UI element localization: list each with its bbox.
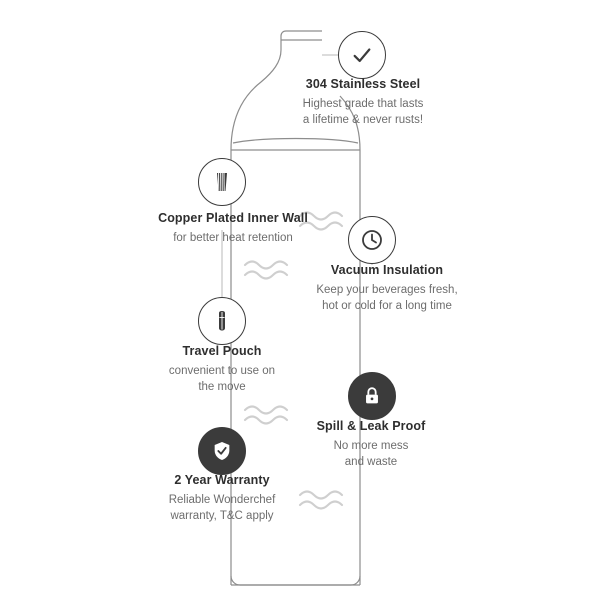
feature-title: Copper Plated Inner Wall	[158, 211, 308, 225]
feature-desc-line: Keep your beverages fresh,	[316, 283, 458, 296]
feature-warranty	[117, 473, 327, 525]
clock-icon-badge[interactable]	[348, 216, 396, 264]
feature-title: Travel Pouch	[182, 344, 262, 358]
feature-desc-line: for better heat retention	[173, 231, 293, 244]
feature-title: 304 Stainless Steel	[305, 77, 421, 91]
shield-icon-badge[interactable]	[198, 427, 246, 475]
clock-icon	[360, 228, 384, 252]
feature-desc-line: and waste	[344, 456, 398, 469]
feature-desc-line: Highest grade that lasts	[302, 97, 424, 110]
feature-title: Spill & Leak Proof	[316, 419, 426, 433]
shield-icon	[211, 440, 233, 462]
feature-desc-line: hot or cold for a long time	[322, 300, 452, 313]
feature-stainless-steel	[258, 77, 468, 129]
feature-desc-line: Reliable Wonderchef	[168, 493, 276, 506]
feature-title: Vacuum Insulation	[330, 263, 444, 277]
feature-spill-leak-proof	[266, 419, 476, 471]
feature-copper-inner-wall	[113, 211, 353, 246]
pouch-icon	[210, 309, 234, 333]
feature-desc-line: the move	[198, 381, 246, 394]
feature-travel-pouch	[117, 344, 327, 396]
lock-icon-badge[interactable]	[348, 372, 396, 420]
feature-desc-line: No more mess	[333, 439, 409, 452]
feature-vacuum-insulation	[267, 263, 507, 315]
pouch-icon-badge[interactable]	[198, 297, 246, 345]
check-icon	[351, 44, 373, 66]
feature-desc-line: a lifetime & never rusts!	[302, 114, 424, 127]
lock-icon	[361, 385, 383, 407]
copper-wall-icon-badge[interactable]	[198, 158, 246, 206]
check-icon-badge[interactable]	[338, 31, 386, 79]
feature-desc-line: convenient to use on	[168, 364, 276, 377]
feature-title: 2 Year Warranty	[174, 473, 270, 487]
copper-wall-icon	[210, 170, 234, 194]
feature-desc-line: warranty, T&C apply	[170, 510, 274, 523]
